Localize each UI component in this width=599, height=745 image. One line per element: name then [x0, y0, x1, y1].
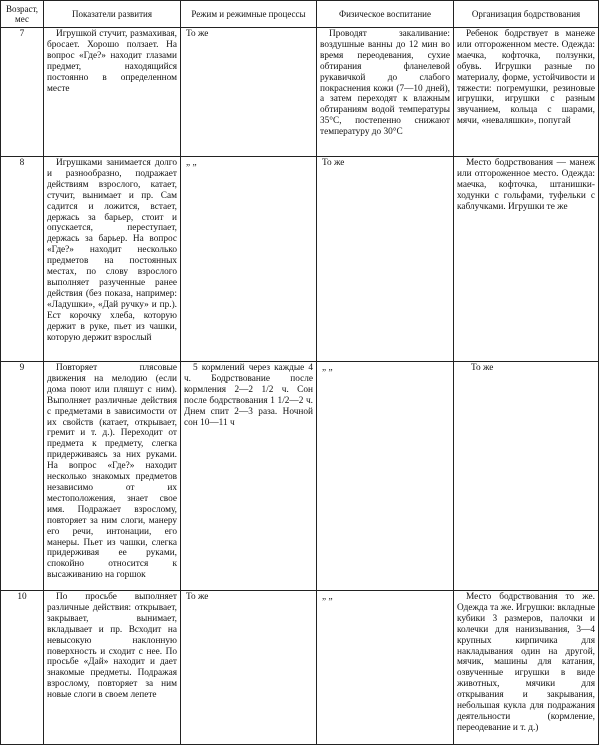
- physical-cell: [317, 157, 454, 362]
- wakefulness-cell: [454, 362, 599, 591]
- table-row: [1, 591, 599, 745]
- development-text: Повторяет плясовые движения на мелодию (если дома поют или пляшут с ним). Выполняет различные действия с предметами в зависимости от их свойств (катает, открывает, гремит и т. д.). Переходит от предмета к предмету, слегка придерживаясь за них руками. На вопрос «Где?» находит несколько знакомых предметов независимо от их местоположения, знает свое имя. Подражает взрослому, повторяет за ним слоги, манеру его речи, интонации, его манеры. Пьет из чашки, слегка придерживая ее руками, спокойно относится к высаживанию на горшок: [47, 363, 177, 581]
- header-physical: Физическое воспитание: [317, 1, 454, 28]
- regime-text: То же: [186, 29, 209, 39]
- development-cell: [44, 157, 181, 362]
- regime-cell: [181, 591, 317, 745]
- wakefulness-cell: [454, 157, 599, 362]
- physical-cell: [317, 28, 454, 157]
- age-cell: 7: [1, 28, 44, 157]
- wakefulness-cell: [454, 28, 599, 157]
- wakefulness-text: Место бодрствования то же. Одежда та же. Игрушки: вкладные кубики 3 размеров, палочки и колечки для нанизывания, 3—4 крупных кирпичика для накладывания один на другой, мячик, машины для катания, озвученные игрушки в виде животных, мячики для открывания и закрывания, небольшая кукла для подражания деятельности (кормление, переодевание и т. д.): [457, 592, 595, 733]
- physical-cell: [317, 362, 454, 591]
- wakefulness-text: То же: [471, 363, 494, 373]
- header-row: [1, 1, 599, 28]
- table-row: [1, 362, 599, 591]
- header-development: Показатели развития: [44, 1, 181, 28]
- development-text: Игрушками занимается долго и разнообразно, подражает действиям взрослого, катает, стучит, вынимает и пр. Сам садится и ложится, встает, держась за барьер, стоит и опускается, переступает, держась за барьер. На вопрос «Где?» находит несколько предметов на постоянных местах, по слову взрослого выполняет разученные ранее действия (без показа, например: «Ладушки», «Дай ручку» и пр.). Ест корочку хлеба, которую держит в руке, пьет из чашки, которую держит взрослый: [47, 158, 177, 343]
- header-wakefulness: Организация бодрствования: [454, 1, 599, 28]
- regime-cell: [181, 362, 317, 591]
- regime-cell: [181, 28, 317, 157]
- physical-cell: [317, 591, 454, 745]
- age-cell: 8: [1, 157, 44, 362]
- development-cell: [44, 591, 181, 745]
- physical-text: Проводят закаливание: воздушные ванны до 12 мин во время переодевания, сухие обтирания фланелевой рукавичкой до слабого покраснения кожи (7—10 дней), а затем переходят к влажным обтираниям водой температуры 35°С, постепенно снижают температуру до 30°С: [320, 29, 450, 138]
- regime-cell: [181, 157, 317, 362]
- regime-text: 5 кормлений через каждые 4 ч. Бодрствование после кормления 2—2 1/2 ч. Сон после бодрствования 1 1/2—2 ч. Днем спит 2—3 раза. Ночной сон 10—11 ч: [184, 363, 313, 428]
- physical-text: „ „: [322, 592, 333, 602]
- table-row: [1, 28, 599, 157]
- age-cell: 10: [1, 591, 44, 745]
- wakefulness-text: Место бодрствования — манеж или отгороженное место. Одежда: маечка, кофточка, штанишки-ходунки с гольфами, туфельки с каблучками. Игрушки те же: [457, 158, 595, 212]
- development-text: Игрушкой стучит, размахивая, бросает. Хорошо ползает. На вопрос «Где?» находит глазами предмет, находящийся постоянно в определенном месте: [47, 29, 177, 94]
- regime-text: „ „: [186, 158, 197, 168]
- regime-text: То же: [186, 592, 209, 602]
- age-cell: 9: [1, 362, 44, 591]
- wakefulness-text: Ребенок бодрствует в манеже или отгороженном месте. Одежда: маечка, кофточка, ползунки, обувь. Игрушки разные по материалу, форме, устойчивости и тяжести: погремушки, резиновые игрушки, игрушки с разным звучанием, кольца с шарами, мячи, «неваляшки», попугай: [457, 29, 595, 127]
- development-text: По просьбе выполняет различные действия: открывает, закрывает, вынимает, вкладывает и пр. Всходит на невысокую наклонную поверхность и сходит с нее. По просьбе «Дай» находит и дает знакомые предметы. Подражая взрослому, повторяет за ним новые слоги в своем лепете: [47, 592, 177, 701]
- physical-text: „ „: [322, 363, 333, 373]
- physical-text: То же: [322, 158, 345, 168]
- header-regime: Режим и режимные процессы: [181, 1, 317, 28]
- wakefulness-cell: [454, 591, 599, 745]
- development-cell: [44, 362, 181, 591]
- header-age: Возраст, мес: [1, 1, 44, 28]
- table-row: [1, 157, 599, 362]
- development-cell: [44, 28, 181, 157]
